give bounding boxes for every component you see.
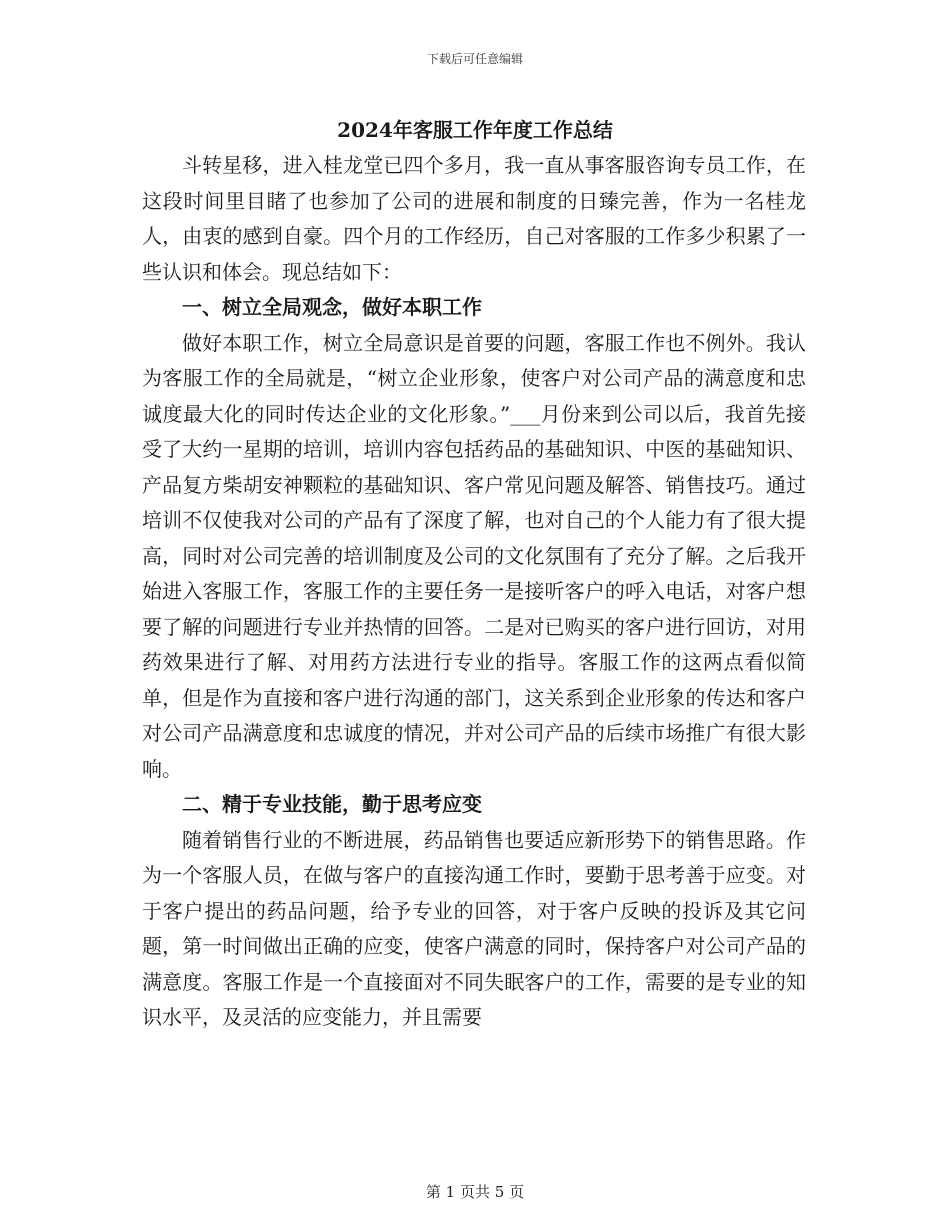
section-paragraph-1: 做好本职工作，树立全局意识是首要的问题，客服工作也不例外。我认为客服工作的全局就是，“树立企业形象，使客户对公司产品的满意度和忠诚度最大化的同时传达企业的文化形象。”___月份来到公司以后，我首先接受了大约一星期的培训，培训内容包括药品的基础知识、中医的基础知识、产品复方柴胡安神颗粒的基础知识、客户常见问题及解答、销售技巧。通过培训不仅使我对公司的产品有了深度了解，也对自己的个人能力有了很大提高，同时对公司完善的培训制度及公司的文化氛围有了充分了解。之后我开始进入客服工作，客服工作的主要任务一是接听客户的呼入电话，对客户想要了解的问题进行专业并热情的回答。二是对已购买的客户进行回访，对用药效果进行了解、对用药方法进行专业的指导。客服工作的这两点看似简单，但是作为直接和客户进行沟通的部门，这关系到企业形象的传达和客户对公司产品满意度和忠诚度的情况，并对公司产品的后续市场推广有很大影响。 [142,330,806,781]
section-paragraph-2: 随着销售行业的不断进展，药品销售也要适应新形势下的销售思路。作为一个客服人员，在做与客户的直接沟通工作时，要勤于思考善于应变。对于客户提出的药品问题，给予专业的回答，对于客户反映的投诉及其它问题，第一时间做出正确的应变，使客户满意的同时，保持客户对公司产品的满意度。客服工作是一个直接面对不同失眠客户的工作，需要的是专业的知识水平，及灵活的应变能力，并且需要 [142,827,806,1029]
page-header-note: 下载后可任意编辑 [426,52,523,66]
page-title: 2024年客服工作年度工作总结 [337,118,613,142]
intro-paragraph: 斗转星移，进入桂龙堂已四个多月，我一直从事客服咨询专员工作，在这段时间里目睹了也参加了公司的进展和制度的日臻完善，作为一名桂龙人，由衷的感到自豪。四个月的工作经历，自己对客服的工作多少积累了一些认识和体会。现总结如下： [142,153,806,284]
section-heading-2: 二、精于专业技能，勤于思考应变 [182,792,482,816]
section-heading-1: 一、树立全局观念，做好本职工作 [182,295,482,319]
page-number: 第 1 页共 5 页 [425,1183,525,1201]
document-body [142,148,806,1036]
